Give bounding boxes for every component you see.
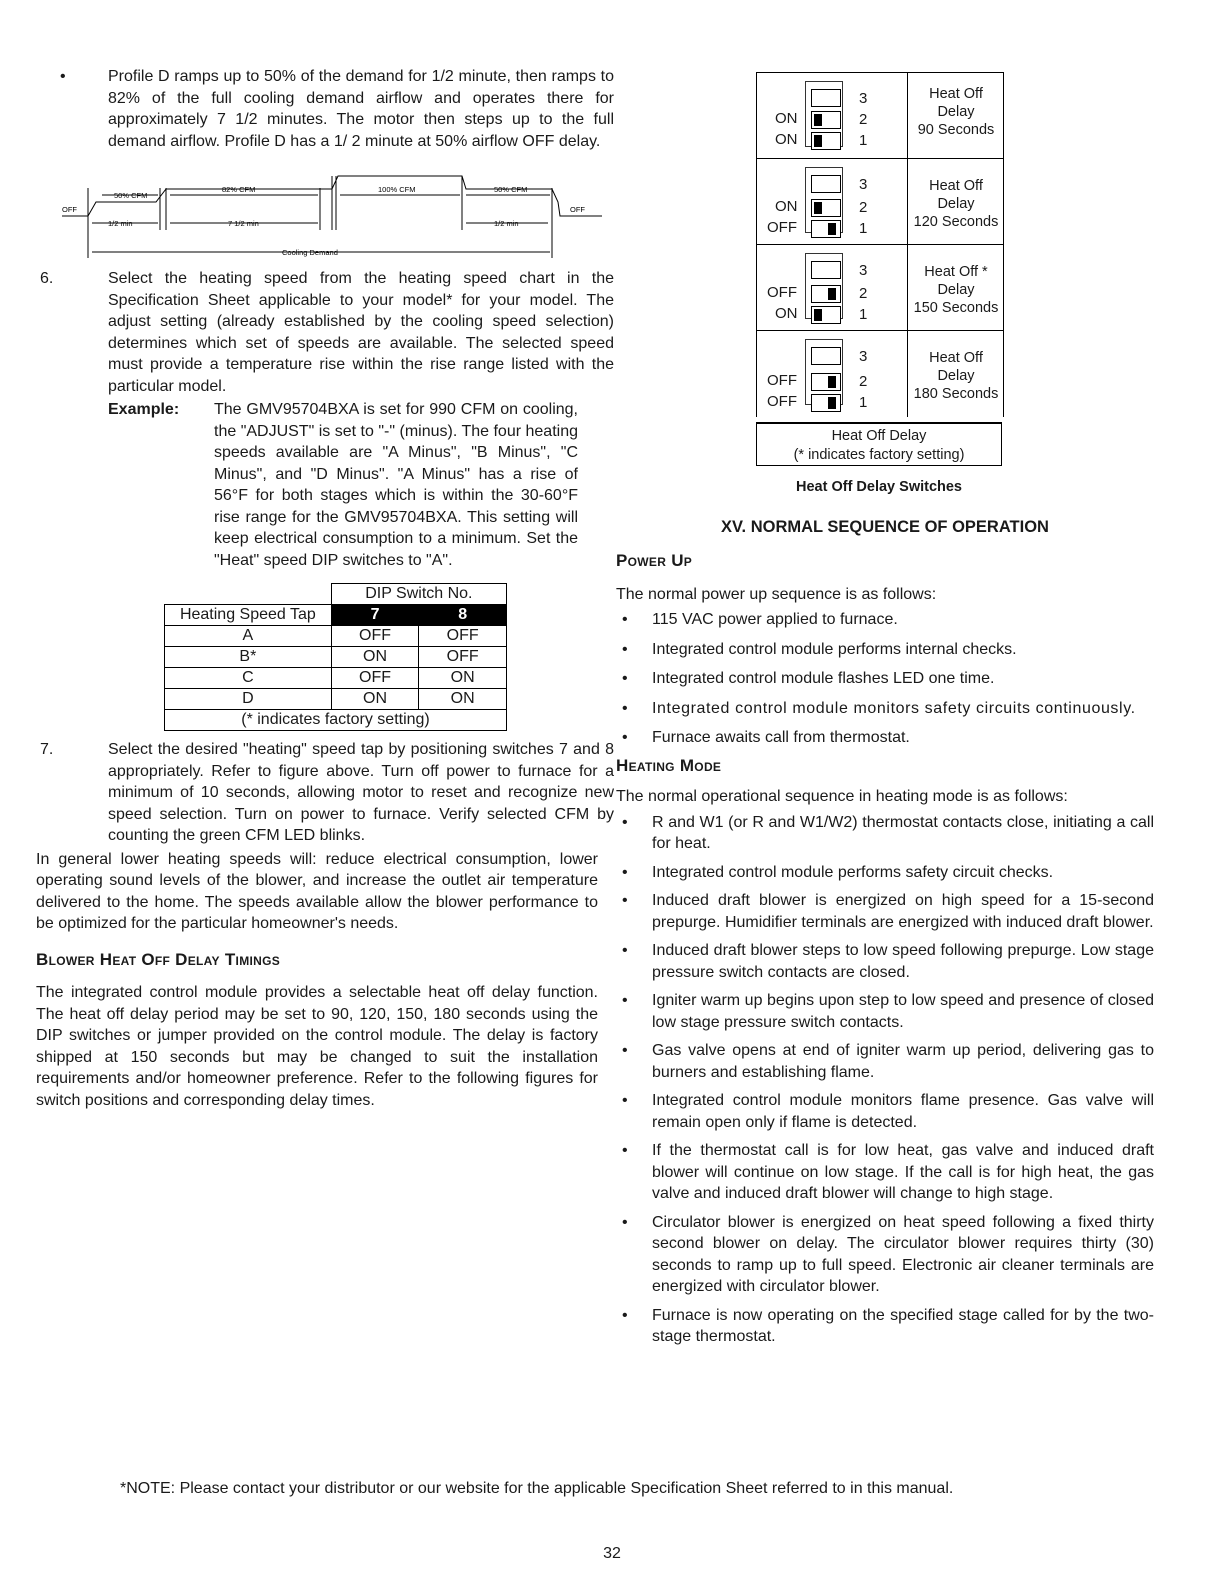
list-item (616, 1212, 1154, 1298)
bullet-mark: • (622, 942, 628, 959)
heat-off-footer (756, 422, 1002, 466)
list-item-text: Integrated control module monitors flame presence. Gas valve will remain open only if flame is detected. (652, 1092, 1154, 1131)
label-100cfm: 100% CFM (378, 185, 416, 194)
list-item (616, 890, 1154, 933)
delay-seconds: 90 Seconds (917, 122, 995, 138)
num-2: 2 (859, 111, 868, 128)
example-label: Example: (108, 401, 180, 418)
table-row (165, 626, 507, 647)
label-7-half-min: 7 1/2 min (228, 219, 259, 228)
tap-cell: D (165, 689, 332, 710)
step-6-number: 6. (40, 270, 54, 287)
bullet-mark: • (622, 1042, 628, 1059)
delay-title: Heat Off (929, 86, 983, 102)
label-sw2: OFF (767, 284, 797, 301)
list-item-text: Circulator blower is energized on heat speed following a fixed thirty second blower on delay. The circulator blower requires thirty (30) seconds to ramp up to full speed. Electronic air cleaner terminals are energized with circulator blower. (652, 1213, 1154, 1295)
num-1: 1 (859, 220, 868, 237)
num-3: 3 (859, 90, 868, 107)
list-item-text: Furnace is now operating on the specified stage called for by the two-stage thermostat. (652, 1306, 1154, 1345)
delay-seconds: 150 Seconds (913, 300, 999, 316)
example-block (108, 399, 578, 571)
list-item (616, 639, 1154, 661)
label-sw1: ON (775, 305, 798, 322)
heat-off-caption: Heat Off Delay Switches (796, 479, 962, 495)
bullet-mark: • (622, 729, 628, 746)
power-up-list (616, 609, 1154, 749)
delay-seconds: 120 Seconds (913, 214, 999, 230)
list-item-text: Integrated control module performs internal checks. (652, 640, 1017, 658)
section-title: XV. NORMAL SEQUENCE OF OPERATION (721, 518, 1049, 536)
heat-off-delay-figure (756, 72, 1004, 472)
label-50cfm-b: 50% CFM (494, 185, 528, 194)
label-sw1: OFF (767, 393, 797, 410)
label-sw1: ON (775, 131, 798, 148)
page-number: 32 (603, 1545, 621, 1562)
list-item-text: R and W1 (or R and W1/W2) thermostat contacts close, initiating a call for heat. (652, 813, 1154, 852)
delay-title: Heat Off * (924, 264, 988, 280)
step-6-text: Select the heating speed from the heating speed chart in the Specification Sheet applicable to your model* for your model. The adjust setting (already established by the cooling speed selection) determines which set of speeds are available. The selected speed must provide a temperature rise within the rise range listed with the particular model. (108, 270, 614, 395)
example-text: The GMV95704BXA is set for 990 CFM on cooling, the "ADJUST" is set to "-" (minus). The four heating speeds available are "A Minus", "B Minus", "C Minus", and "D Minus". "A Minus" has a rise of 56°F for both stages which is within the 30-60°F rise range for the GMV95704BXA. This setting will keep electrical consumption to a minimum. Set the "Heat" speed DIP switches to "A". (214, 401, 578, 569)
s7-cell: OFF (331, 626, 419, 647)
footer-line-2: (* indicates factory setting) (793, 447, 965, 463)
list-item (616, 1305, 1154, 1348)
list-item (616, 1040, 1154, 1083)
label-50cfm-a: 50% CFM (114, 191, 148, 200)
row-header: Heating Speed Tap (165, 605, 332, 626)
label-sw2: ON (775, 198, 798, 215)
list-item (616, 1090, 1154, 1133)
blower-heading: Blower Heat Off Delay Timings (36, 949, 281, 969)
heating-list (616, 812, 1154, 1348)
list-item-text: Integrated control module monitors safety circuits continuously. (652, 699, 1136, 717)
label-half-min-b: 1/2 min (494, 219, 519, 228)
num-3: 3 (859, 348, 868, 365)
ramp-diagram (62, 162, 602, 266)
delay-cell-90 (756, 72, 1004, 159)
tap-cell: B* (165, 647, 332, 668)
delay-title: Heat Off (929, 350, 983, 366)
delay-seconds: 180 Seconds (913, 386, 999, 402)
list-item-text: 115 VAC power applied to furnace. (652, 611, 898, 628)
label-82cfm: 82% CFM (222, 185, 256, 194)
delay-title: Heat Off (929, 178, 983, 194)
switch-2 (811, 373, 841, 391)
list-item (616, 727, 1154, 749)
switch-1 (811, 394, 841, 412)
list-item-text: Integrated control module performs safety circuit checks. (652, 863, 1054, 881)
num-3: 3 (859, 262, 868, 279)
s7-cell: ON (331, 647, 419, 668)
list-item (616, 940, 1154, 983)
right-body (616, 550, 1154, 1348)
list-item-text: Furnace awaits call from thermostat. (652, 729, 910, 746)
label-sw2: ON (775, 110, 798, 127)
delay-subtitle: Delay (937, 196, 975, 212)
step-7-text: Select the desired "heating" speed tap by positioning switches 7 and 8 appropriately. Refer to figure above. Turn off power to furnace for a minimum of 10 seconds, allowing motor to reset and recognize new speed selection. Turn on power to furnace. Verify selected CFM by counting the green CFM LED blinks. (108, 741, 614, 844)
left-column (36, 66, 614, 1111)
profile-d-bullet (60, 66, 614, 152)
step-7-number: 7. (40, 741, 54, 758)
bullet-mark: • (622, 699, 629, 717)
num-2: 2 (859, 285, 868, 302)
label-cooling-demand: Cooling Demand (282, 248, 338, 257)
bullet-mark: • (622, 863, 628, 881)
num-1: 1 (859, 394, 868, 411)
blower-paragraph: The integrated control module provides a selectable heat off delay function. The heat off delay period may be set to 90, 120, 150, 180 seconds using the DIP switches or jumper provided on the control module. The delay is factory shipped at 150 seconds but may be changed to suit the installation requirements and/or homeowner preference. Refer to the following figures for switch positions and corresponding delay times. (36, 984, 598, 1109)
bullet-mark: • (622, 992, 628, 1009)
label-off-right: OFF (570, 205, 585, 214)
switch-1 (811, 306, 841, 324)
table-row (165, 668, 507, 689)
list-item (616, 609, 1154, 631)
switch-7-header: 7 (331, 605, 419, 626)
list-item (616, 1140, 1154, 1205)
switch-3 (811, 347, 841, 365)
switch-8-header: 8 (419, 605, 507, 626)
bullet-mark: • (622, 1092, 628, 1109)
switch-1 (811, 132, 841, 150)
bullet-mark: • (622, 813, 628, 831)
switch-2 (811, 199, 841, 217)
list-item-text: Induced draft blower is energized on high speed for a 15-second prepurge. Humidifier terminals are energized with induced draft blower. (652, 892, 1154, 931)
list-item (616, 668, 1154, 690)
bullet-mark: • (622, 1306, 628, 1324)
step-7 (36, 739, 614, 847)
heating-mode-heading: Heating Mode (616, 755, 722, 775)
bullet-mark: • (622, 1213, 628, 1231)
list-item-text: Gas valve opens at end of igniter warm up period, delivering gas to burners and establishing flame. (652, 1042, 1154, 1081)
power-up-intro: The normal power up sequence is as follows: (616, 585, 937, 603)
label-sw2: OFF (767, 372, 797, 389)
s8-cell: ON (419, 668, 507, 689)
delay-cell-120 (756, 158, 1004, 245)
label-off-left: OFF (62, 205, 77, 214)
delay-subtitle: Delay (937, 104, 975, 120)
s8-cell: OFF (419, 647, 507, 668)
table-row (165, 647, 507, 668)
list-item-text: Induced draft blower steps to low speed following prepurge. Low stage pressure switch contacts are closed. (652, 942, 1154, 981)
num-2: 2 (859, 199, 868, 216)
list-item (616, 862, 1154, 884)
switch-2 (811, 111, 841, 129)
s8-cell: OFF (419, 626, 507, 647)
delay-subtitle: Delay (937, 282, 975, 298)
list-item-text: Integrated control module flashes LED one time. (652, 670, 995, 687)
s7-cell: ON (331, 689, 419, 710)
list-item (616, 990, 1154, 1033)
list-item (616, 698, 1154, 720)
profile-d-text: Profile D ramps up to 50% of the demand for 1/2 minute, then ramps to 82% of the full cooling demand airflow and operates there for approximately 7 1/2 minutes. The motor then steps up to the full demand airflow. Profile D has a 1/ 2 minute at 50% airflow OFF delay. (108, 68, 614, 150)
bullet-mark: • (622, 640, 628, 658)
bullet-mark: • (622, 670, 628, 687)
tap-cell: A (165, 626, 332, 647)
label-sw1: OFF (767, 219, 797, 236)
bullet-mark: • (622, 892, 628, 909)
switch-3 (811, 261, 841, 279)
dip-footnote: (* indicates factory setting) (165, 710, 507, 731)
switch-1 (811, 220, 841, 238)
step-6 (36, 268, 614, 397)
footer-line-1: Heat Off Delay (831, 428, 927, 444)
heating-intro: The normal operational sequence in heating mode is as follows: (616, 788, 1068, 805)
delay-cell-150 (756, 244, 1004, 331)
num-1: 1 (859, 306, 868, 323)
power-up-heading: Power Up (616, 551, 693, 570)
switch-3 (811, 89, 841, 107)
s7-cell: OFF (331, 668, 419, 689)
switch-3 (811, 175, 841, 193)
bullet-mark: • (60, 68, 66, 85)
dip-group-header: DIP Switch No. (331, 584, 506, 605)
num-2: 2 (859, 373, 868, 390)
delay-cell-180 (756, 330, 1004, 417)
bullet-mark: • (622, 1142, 628, 1159)
num-1: 1 (859, 132, 868, 149)
delay-subtitle: Delay (937, 368, 975, 384)
list-item-text: Igniter warm up begins upon step to low speed and presence of closed low stage pressure switch contacts. (652, 992, 1154, 1031)
heating-speed-dip-table (164, 583, 507, 731)
switch-2 (811, 285, 841, 303)
list-item (616, 812, 1154, 855)
table-row (165, 689, 507, 710)
list-item-text: If the thermostat call is for low heat, gas valve and induced draft blower will continue on low stage. If the call is for high heat, the gas valve and induced draft blower will change to high stage. (652, 1142, 1154, 1202)
tap-cell: C (165, 668, 332, 689)
bullet-mark: • (622, 611, 628, 628)
footer-note: *NOTE: Please contact your distributor or our website for the applicable Specification Sheet referred to in this manual. (120, 1480, 954, 1497)
label-half-min-a: 1/2 min (108, 219, 133, 228)
num-3: 3 (859, 176, 868, 193)
general-paragraph: In general lower heating speeds will: reduce electrical consumption, lower operating sound levels of the blower, and increase the outlet air temperature delivered to the home. The speeds available allow the blower performance to be optimized for the particular homeowner's needs. (36, 850, 598, 932)
s8-cell: ON (419, 689, 507, 710)
